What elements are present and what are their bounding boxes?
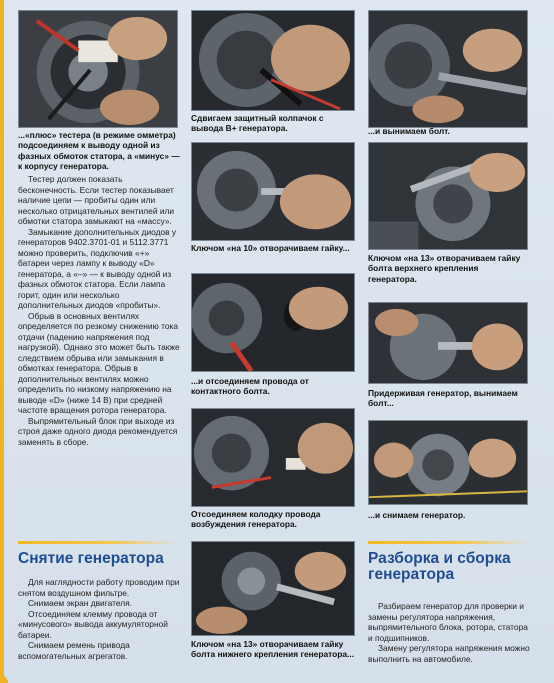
photo-protective-cap — [191, 10, 355, 111]
section-title-removal: Снятие генератора — [18, 550, 164, 567]
paragraph: Замыкание дополнительных диодов у генераторов 9402.3701-01 и 5112.3771 можно проверить, подключив «+» батареи через лампу к выводу «D» генератора, а «–» — к выводу одной из фазных обмоток статора. Если лампа горит, один или несколько дополнительных диодов «пробиты». — [18, 226, 177, 310]
section-title-line: Разборка и сборка — [368, 550, 511, 567]
paragraph: Отсоединяем клемму провода от «минусового» вывода аккумуляторной батареи. — [18, 608, 168, 640]
section-bar — [18, 541, 178, 544]
photo-upper-bolt — [368, 142, 528, 250]
paragraph: Тестер должен показать бесконечность. Если тестер показывает наличие цепи — пробиты один или несколько отрицательных вентилей или обмотки статора замыкают на «массу». — [18, 174, 175, 226]
photo-wrench-10 — [191, 142, 355, 241]
caption-disconnect-wires: ...и отсоединяем провода от контактного болта. — [191, 376, 309, 397]
photo-hold-generator — [368, 302, 528, 384]
caption-lower-bolt: Ключом «на 13» отворачиваем гайку болта нижнего крепления генератора... — [191, 639, 354, 660]
section-title-line: генератора — [368, 566, 455, 583]
caption-protective-cap: Сдвигаем защитный колпачок с вывода B+ генератора. — [191, 113, 324, 134]
paragraph: Для наглядности работу проводим при снятом воздушном фильтре. — [18, 577, 180, 598]
caption-tester: ...«плюс» тестера (в режиме омметра) подсоединяем к выводу одной из фазных обмоток статора, а «минус» — к корпусу генератора. — [18, 130, 180, 172]
photo-excitation-connector — [191, 408, 355, 507]
left-edge-stripe — [0, 0, 4, 683]
corner-ornament — [0, 675, 8, 683]
caption-remove-bolt: ...и вынимаем болт. — [368, 126, 450, 136]
photo-disconnect-wires — [191, 273, 355, 372]
paragraph: Разбираем генератор для проверки и замены регулятора напряжения, выпрямительного блока, ротора, статора и подшипников. — [368, 601, 528, 643]
caption-remove-generator: ...и снимаем генератор. — [368, 510, 466, 520]
caption-excitation-connector: Отсоединяем колодку провода возбуждения генератора. — [191, 509, 321, 530]
section-title-disassembly — [368, 551, 548, 583]
paragraph: Снимаем экран двигателя. — [28, 598, 132, 608]
paragraph: Замену регулятора напряжения можно выполнить на автомобиле. — [368, 643, 530, 664]
paragraph: Выпрямительный блок при выходе из строя даже одного диода рекомендуется заменять в сборе. — [18, 415, 178, 447]
photo-tester-on-stator — [18, 10, 178, 128]
paragraph: Снимаем ремень привода вспомогательных агрегатов. — [18, 640, 130, 661]
section-bar — [368, 541, 528, 544]
photo-remove-generator — [368, 420, 528, 505]
photo-lower-bolt — [191, 541, 355, 636]
left-body-text — [18, 174, 180, 447]
section-removal-text — [18, 577, 180, 661]
caption-hold-generator: Придерживая генератор, вынимаем болт... — [368, 388, 518, 409]
photo-remove-bolt — [368, 10, 528, 128]
caption-wrench-10: Ключом «на 10» отворачиваем гайку... — [191, 243, 350, 253]
section-disassembly-text — [368, 601, 530, 664]
caption-upper-bolt: Ключом «на 13» отворачиваем гайку болта верхнего крепления генератора. — [368, 253, 521, 284]
paragraph: Обрыв в основных вентилях определяется по резкому снижению тока отдачи (падению напряжения под нагрузкой). Однако это может быть также следствием обрыва или замыкания в обмотках генератора. Обрыв в дополнительных вентилях можно определить по низкому напряжению на выводе «D» (ниже 14 В) при средней частоте вращения ротора генератора. — [18, 310, 180, 415]
